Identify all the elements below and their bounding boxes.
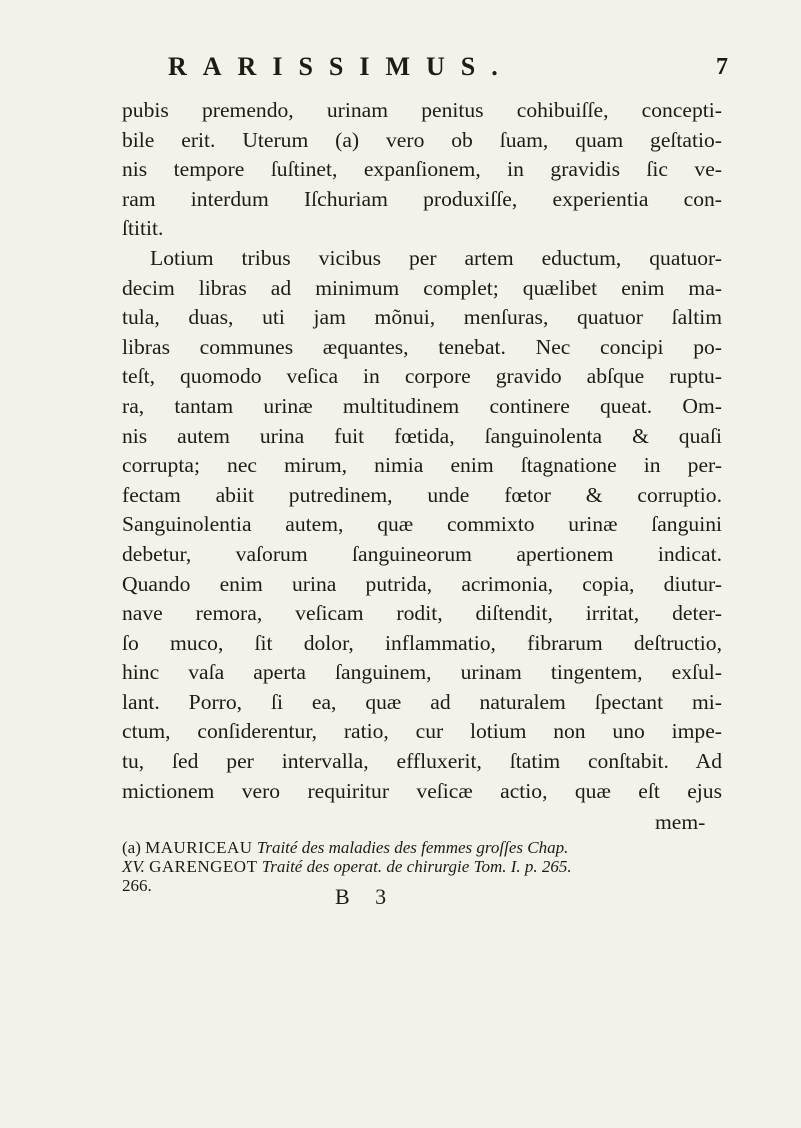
footnote-continuation: XV. — [122, 857, 145, 876]
text-line: ra, tantam urinæ multitudinem continere queat. Om- — [122, 393, 722, 418]
text-line: libras communes æquantes, tenebat. Nec concipi po- — [122, 334, 722, 359]
footnote-b-continuation: 266. — [122, 876, 152, 895]
running-title: RARISSIMUS. — [168, 52, 514, 81]
text-line: ſtitit. — [122, 216, 164, 241]
text-line: hinc vaſa aperta ſanguinem, urinam tingentem, exſul- — [122, 660, 722, 685]
text-line: bile erit. Uterum (a) vero ob ſuam, quam geſtatio- — [122, 127, 722, 152]
footnotes — [122, 838, 742, 895]
text-line: ctum, conſiderentur, ratio, cur lotium non uno impe- — [122, 719, 722, 744]
footnote-author: MAURICEAU — [145, 838, 253, 857]
text-line: corrupta; nec mirum, nimia enim ſtagnatione in per- — [122, 453, 722, 478]
text-line: debetur, vaſorum ſanguineorum apertionem indicat. — [122, 541, 722, 566]
text-line: Sanguinolentia autem, quæ commixto urinæ ſanguini — [122, 512, 722, 537]
text-line: Lotium tribus vicibus per artem eductum, quatuor- — [150, 245, 722, 270]
text-line: tu, ſed per intervalla, effluxerit, ſtatim conſtabit. Ad — [122, 749, 722, 774]
text-line: pubis premendo, urinam penitus cohibuiſſe, concepti- — [122, 98, 722, 122]
text-line: teſt, quomodo veſica in corpore gravido abſque ruptu- — [122, 364, 722, 389]
text-line: ſo muco, ſit dolor, inflammatio, fibrarum deſtructio, — [122, 630, 722, 655]
text-line: nis tempore ſuſtinet, expanſionem, in gravidis ſic ve- — [122, 157, 722, 182]
footnote-reference: Tom. I. p. 265. — [473, 857, 572, 876]
body-text — [122, 96, 722, 806]
catchword: mem- — [655, 810, 706, 834]
footnote-title: Traité des operat. de chirurgie — [261, 857, 470, 876]
footnote-a — [122, 838, 742, 857]
text-line: decim libras ad minimum complet; quælibet enim ma- — [122, 275, 722, 300]
footnote-b — [122, 857, 742, 876]
footnote-title: Traité des maladies des femmes groſſes — [256, 838, 523, 857]
text-line: lant. Porro, ſi ea, quæ ad naturalem ſpectant mi- — [122, 689, 722, 714]
text-line: nave remora, veſicam rodit, diſtendit, irritat, deter- — [122, 601, 722, 626]
text-line: fectam abiit putredinem, unde fœtor & corruptio. — [122, 482, 722, 507]
text-line: tula, duas, uti jam mõnui, menſuras, quatuor ſaltim — [122, 305, 722, 330]
signature-mark: B 3 — [335, 884, 397, 909]
text-line: mictionem vero requiritur veſicæ actio, quæ eſt ejus — [122, 778, 722, 803]
text-line: Quando enim urina putrida, acrimonia, copia, diutur- — [122, 571, 722, 596]
footnote-reference: Chap. — [527, 838, 569, 857]
page-header — [168, 52, 728, 92]
text-line: nis autem urina fuit fœtida, ſanguinolenta & quaſi — [122, 423, 722, 448]
text-line: ram interdum Iſchuriam produxiſſe, experientia con- — [122, 186, 722, 211]
footnote-marker: (a) — [122, 838, 141, 857]
page-number: 7 — [716, 54, 728, 80]
footnote-author: GARENGEOT — [149, 857, 258, 876]
